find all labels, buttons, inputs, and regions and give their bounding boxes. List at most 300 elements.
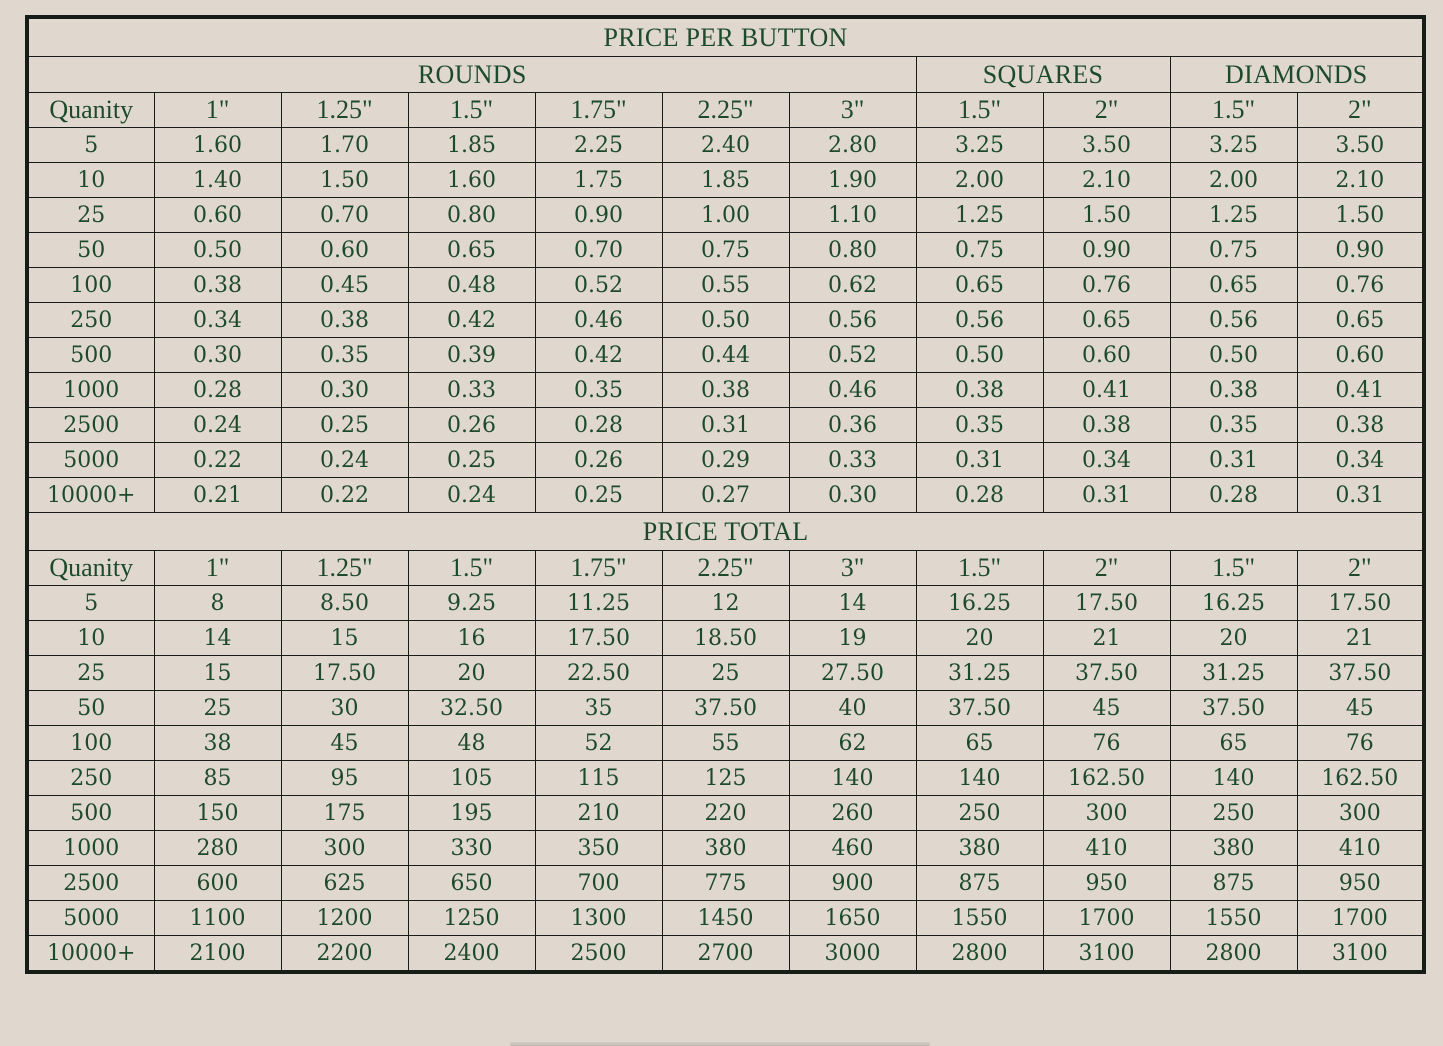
quantity-cell: 10 <box>27 621 154 656</box>
table-row <box>27 478 1424 513</box>
price-cell: 14 <box>154 621 281 656</box>
price-cell: 0.42 <box>408 303 535 338</box>
price-cell: 17.50 <box>281 656 408 691</box>
price-cell: 65 <box>916 726 1043 761</box>
size-column-header: 1.5" <box>916 93 1043 128</box>
price-cell: 37.50 <box>1170 691 1297 726</box>
price-cell: 0.52 <box>535 268 662 303</box>
price-cell: 16.25 <box>916 586 1043 621</box>
price-cell: 1.75 <box>535 163 662 198</box>
size-header-row <box>27 551 1424 586</box>
price-cell: 260 <box>789 796 916 831</box>
size-column-header: 1.25" <box>281 551 408 586</box>
price-cell: 1.85 <box>408 128 535 163</box>
price-cell: 0.50 <box>1170 338 1297 373</box>
price-cell: 19 <box>789 621 916 656</box>
shape-group-row <box>27 57 1424 93</box>
price-cell: 48 <box>408 726 535 761</box>
price-cell: 0.48 <box>408 268 535 303</box>
price-cell: 8 <box>154 586 281 621</box>
price-cell: 12 <box>662 586 789 621</box>
quantity-cell: 500 <box>27 796 154 831</box>
price-cell: 300 <box>1297 796 1424 831</box>
price-table <box>25 15 1426 974</box>
price-cell: 0.39 <box>408 338 535 373</box>
price-cell: 95 <box>281 761 408 796</box>
price-cell: 3000 <box>789 936 916 973</box>
price-cell: 52 <box>535 726 662 761</box>
table-row <box>27 303 1424 338</box>
price-cell: 0.25 <box>535 478 662 513</box>
price-cell: 0.36 <box>789 408 916 443</box>
price-cell: 140 <box>1170 761 1297 796</box>
price-cell: 0.28 <box>535 408 662 443</box>
quantity-cell: 50 <box>27 233 154 268</box>
price-cell: 0.65 <box>1297 303 1424 338</box>
price-cell: 37.50 <box>1297 656 1424 691</box>
price-cell: 1.40 <box>154 163 281 198</box>
price-cell: 875 <box>1170 866 1297 901</box>
size-column-header: 1.5" <box>408 93 535 128</box>
price-cell: 17.50 <box>1297 586 1424 621</box>
table-row <box>27 761 1424 796</box>
price-cell: 1.70 <box>281 128 408 163</box>
quantity-cell: 250 <box>27 303 154 338</box>
price-cell: 2200 <box>281 936 408 973</box>
size-column-header: 2" <box>1297 551 1424 586</box>
price-cell: 0.30 <box>789 478 916 513</box>
quantity-cell: 50 <box>27 691 154 726</box>
price-cell: 2.10 <box>1297 163 1424 198</box>
table-row <box>27 128 1424 163</box>
price-cell: 0.56 <box>789 303 916 338</box>
price-cell: 25 <box>154 691 281 726</box>
table-row <box>27 408 1424 443</box>
price-cell: 76 <box>1297 726 1424 761</box>
group-rounds: ROUNDS <box>27 57 916 93</box>
price-cell: 0.31 <box>1043 478 1170 513</box>
price-cell: 38 <box>154 726 281 761</box>
price-cell: 380 <box>916 831 1043 866</box>
price-cell: 15 <box>281 621 408 656</box>
price-cell: 140 <box>916 761 1043 796</box>
price-cell: 0.60 <box>1297 338 1424 373</box>
price-per-button-section <box>27 17 1424 513</box>
price-cell: 0.55 <box>662 268 789 303</box>
price-cell: 0.46 <box>535 303 662 338</box>
size-column-header: 2" <box>1043 93 1170 128</box>
price-cell: 2400 <box>408 936 535 973</box>
quantity-cell: 2500 <box>27 866 154 901</box>
price-cell: 1650 <box>789 901 916 936</box>
quantity-cell: 10 <box>27 163 154 198</box>
price-cell: 20 <box>1170 621 1297 656</box>
group-squares: SQUARES <box>916 57 1170 93</box>
price-cell: 1.25 <box>1170 198 1297 233</box>
price-cell: 280 <box>154 831 281 866</box>
quantity-cell: 250 <box>27 761 154 796</box>
table-row <box>27 796 1424 831</box>
price-cell: 0.35 <box>535 373 662 408</box>
price-cell: 875 <box>916 866 1043 901</box>
price-cell: 3.50 <box>1297 128 1424 163</box>
price-cell: 0.35 <box>281 338 408 373</box>
price-cell: 0.90 <box>535 198 662 233</box>
price-cell: 1.10 <box>789 198 916 233</box>
price-cell: 1.25 <box>916 198 1043 233</box>
price-total-title: PRICE TOTAL <box>27 513 1424 551</box>
price-cell: 460 <box>789 831 916 866</box>
price-cell: 17.50 <box>1043 586 1170 621</box>
price-cell: 0.24 <box>154 408 281 443</box>
quantity-cell: 10000+ <box>27 936 154 973</box>
quantity-cell: 500 <box>27 338 154 373</box>
price-cell: 1.60 <box>408 163 535 198</box>
price-cell: 3.50 <box>1043 128 1170 163</box>
price-cell: 650 <box>408 866 535 901</box>
price-cell: 3.25 <box>1170 128 1297 163</box>
price-cell: 410 <box>1043 831 1170 866</box>
price-cell: 1700 <box>1043 901 1170 936</box>
price-cell: 14 <box>789 586 916 621</box>
size-column-header: 3" <box>789 551 916 586</box>
quantity-cell: 5000 <box>27 443 154 478</box>
page-shadow <box>510 1042 930 1046</box>
price-cell: 31.25 <box>1170 656 1297 691</box>
price-cell: 21 <box>1297 621 1424 656</box>
price-cell: 37.50 <box>662 691 789 726</box>
price-cell: 140 <box>789 761 916 796</box>
price-cell: 22.50 <box>535 656 662 691</box>
quantity-cell: 2500 <box>27 408 154 443</box>
price-cell: 0.70 <box>281 198 408 233</box>
size-column-header: 1.75" <box>535 551 662 586</box>
price-cell: 220 <box>662 796 789 831</box>
price-cell: 0.42 <box>535 338 662 373</box>
price-cell: 380 <box>662 831 789 866</box>
price-cell: 0.90 <box>1043 233 1170 268</box>
price-cell: 1.85 <box>662 163 789 198</box>
group-diamonds: DIAMONDS <box>1170 57 1424 93</box>
price-cell: 0.76 <box>1297 268 1424 303</box>
price-cell: 210 <box>535 796 662 831</box>
price-cell: 0.70 <box>535 233 662 268</box>
price-cell: 21 <box>1043 621 1170 656</box>
price-cell: 1.50 <box>281 163 408 198</box>
price-cell: 2.10 <box>1043 163 1170 198</box>
quantity-cell: 5 <box>27 586 154 621</box>
price-cell: 1.00 <box>662 198 789 233</box>
table-row <box>27 621 1424 656</box>
price-cell: 40 <box>789 691 916 726</box>
price-cell: 0.33 <box>408 373 535 408</box>
price-cell: 0.31 <box>662 408 789 443</box>
price-cell: 0.38 <box>281 303 408 338</box>
price-cell: 1300 <box>535 901 662 936</box>
price-cell: 27.50 <box>789 656 916 691</box>
price-cell: 0.45 <box>281 268 408 303</box>
table-row <box>27 268 1424 303</box>
price-cell: 25 <box>662 656 789 691</box>
price-total-section <box>27 513 1424 973</box>
price-cell: 0.75 <box>662 233 789 268</box>
price-cell: 11.25 <box>535 586 662 621</box>
table-row <box>27 866 1424 901</box>
price-cell: 0.62 <box>789 268 916 303</box>
price-cell: 76 <box>1043 726 1170 761</box>
price-cell: 35 <box>535 691 662 726</box>
table-row <box>27 936 1424 973</box>
price-cell: 300 <box>281 831 408 866</box>
price-cell: 3100 <box>1043 936 1170 973</box>
price-cell: 0.50 <box>154 233 281 268</box>
price-cell: 17.50 <box>535 621 662 656</box>
price-cell: 65 <box>1170 726 1297 761</box>
size-column-header: 1.5" <box>1170 551 1297 586</box>
price-cell: 1.50 <box>1297 198 1424 233</box>
price-cell: 162.50 <box>1297 761 1424 796</box>
size-column-header: 2" <box>1043 551 1170 586</box>
price-cell: 1.90 <box>789 163 916 198</box>
price-cell: 0.41 <box>1043 373 1170 408</box>
price-cell: 1.50 <box>1043 198 1170 233</box>
price-cell: 0.50 <box>662 303 789 338</box>
table-row <box>27 726 1424 761</box>
price-cell: 0.25 <box>408 443 535 478</box>
price-per-button-title: PRICE PER BUTTON <box>27 17 1424 57</box>
price-cell: 0.38 <box>662 373 789 408</box>
price-cell: 1700 <box>1297 901 1424 936</box>
price-cell: 0.38 <box>154 268 281 303</box>
price-cell: 2.00 <box>916 163 1043 198</box>
price-cell: 0.22 <box>154 443 281 478</box>
price-cell: 1200 <box>281 901 408 936</box>
price-cell: 1450 <box>662 901 789 936</box>
price-cell: 380 <box>1170 831 1297 866</box>
price-cell: 31.25 <box>916 656 1043 691</box>
price-cell: 300 <box>1043 796 1170 831</box>
price-cell: 0.90 <box>1297 233 1424 268</box>
price-cell: 0.65 <box>1170 268 1297 303</box>
price-cell: 115 <box>535 761 662 796</box>
price-cell: 0.35 <box>916 408 1043 443</box>
price-cell: 0.65 <box>408 233 535 268</box>
price-cell: 0.31 <box>1297 478 1424 513</box>
price-cell: 0.28 <box>154 373 281 408</box>
quantity-column-header: Quanity <box>27 551 154 586</box>
price-cell: 20 <box>916 621 1043 656</box>
price-cell: 0.65 <box>916 268 1043 303</box>
size-column-header: 1" <box>154 93 281 128</box>
price-cell: 2800 <box>916 936 1043 973</box>
price-cell: 0.28 <box>916 478 1043 513</box>
table-row <box>27 338 1424 373</box>
size-column-header: 2" <box>1297 93 1424 128</box>
price-cell: 1550 <box>916 901 1043 936</box>
table-row <box>27 443 1424 478</box>
quantity-cell: 5 <box>27 128 154 163</box>
price-cell: 900 <box>789 866 916 901</box>
price-cell: 0.28 <box>1170 478 1297 513</box>
price-cell: 85 <box>154 761 281 796</box>
price-cell: 0.35 <box>1170 408 1297 443</box>
price-cell: 0.34 <box>1297 443 1424 478</box>
price-cell: 1100 <box>154 901 281 936</box>
price-cell: 125 <box>662 761 789 796</box>
price-cell: 950 <box>1043 866 1170 901</box>
price-cell: 0.41 <box>1297 373 1424 408</box>
price-cell: 250 <box>1170 796 1297 831</box>
price-cell: 105 <box>408 761 535 796</box>
price-cell: 0.30 <box>281 373 408 408</box>
table-row <box>27 233 1424 268</box>
table-row <box>27 586 1424 621</box>
size-column-header: 2.25" <box>662 551 789 586</box>
table-row <box>27 901 1424 936</box>
quantity-cell: 5000 <box>27 901 154 936</box>
price-cell: 0.25 <box>281 408 408 443</box>
price-cell: 0.60 <box>154 198 281 233</box>
price-cell: 150 <box>154 796 281 831</box>
price-cell: 195 <box>408 796 535 831</box>
price-cell: 0.80 <box>408 198 535 233</box>
price-cell: 0.38 <box>1043 408 1170 443</box>
quantity-cell: 10000+ <box>27 478 154 513</box>
table-row <box>27 656 1424 691</box>
price-cell: 0.46 <box>789 373 916 408</box>
price-cell: 37.50 <box>1043 656 1170 691</box>
price-cell: 162.50 <box>1043 761 1170 796</box>
price-cell: 0.34 <box>154 303 281 338</box>
price-cell: 45 <box>1297 691 1424 726</box>
price-per-button-title-row <box>27 17 1424 57</box>
price-cell: 0.34 <box>1043 443 1170 478</box>
price-cell: 1.60 <box>154 128 281 163</box>
price-cell: 15 <box>154 656 281 691</box>
price-cell: 1250 <box>408 901 535 936</box>
price-cell: 410 <box>1297 831 1424 866</box>
price-cell: 0.26 <box>535 443 662 478</box>
price-cell: 0.21 <box>154 478 281 513</box>
quantity-column-header: Quanity <box>27 93 154 128</box>
price-cell: 2500 <box>535 936 662 973</box>
price-cell: 2.40 <box>662 128 789 163</box>
size-column-header: 3" <box>789 93 916 128</box>
price-cell: 0.60 <box>281 233 408 268</box>
size-column-header: 1" <box>154 551 281 586</box>
price-cell: 2.25 <box>535 128 662 163</box>
table-row <box>27 163 1424 198</box>
price-cell: 775 <box>662 866 789 901</box>
price-cell: 0.56 <box>916 303 1043 338</box>
price-cell: 350 <box>535 831 662 866</box>
price-cell: 37.50 <box>916 691 1043 726</box>
price-cell: 3.25 <box>916 128 1043 163</box>
price-cell: 0.38 <box>1297 408 1424 443</box>
price-cell: 18.50 <box>662 621 789 656</box>
price-cell: 45 <box>1043 691 1170 726</box>
size-column-header: 1.5" <box>1170 93 1297 128</box>
quantity-cell: 100 <box>27 726 154 761</box>
size-column-header: 1.5" <box>916 551 1043 586</box>
price-cell: 0.27 <box>662 478 789 513</box>
price-cell: 2800 <box>1170 936 1297 973</box>
price-cell: 1550 <box>1170 901 1297 936</box>
price-cell: 9.25 <box>408 586 535 621</box>
price-cell: 0.80 <box>789 233 916 268</box>
price-cell: 2100 <box>154 936 281 973</box>
price-cell: 0.50 <box>916 338 1043 373</box>
price-cell: 2.00 <box>1170 163 1297 198</box>
price-cell: 0.31 <box>916 443 1043 478</box>
price-total-title-row <box>27 513 1424 551</box>
price-cell: 16 <box>408 621 535 656</box>
price-cell: 30 <box>281 691 408 726</box>
price-cell: 62 <box>789 726 916 761</box>
quantity-cell: 1000 <box>27 373 154 408</box>
price-cell: 0.75 <box>1170 233 1297 268</box>
size-column-header: 1.25" <box>281 93 408 128</box>
size-column-header: 1.75" <box>535 93 662 128</box>
price-cell: 8.50 <box>281 586 408 621</box>
price-cell: 0.52 <box>789 338 916 373</box>
price-cell: 45 <box>281 726 408 761</box>
price-cell: 0.38 <box>916 373 1043 408</box>
quantity-cell: 25 <box>27 656 154 691</box>
price-cell: 0.26 <box>408 408 535 443</box>
table-row <box>27 198 1424 233</box>
price-cell: 0.33 <box>789 443 916 478</box>
price-cell: 0.31 <box>1170 443 1297 478</box>
price-cell: 250 <box>916 796 1043 831</box>
price-cell: 0.65 <box>1043 303 1170 338</box>
size-header-row <box>27 93 1424 128</box>
price-cell: 0.24 <box>408 478 535 513</box>
price-cell: 55 <box>662 726 789 761</box>
price-cell: 0.44 <box>662 338 789 373</box>
price-cell: 3100 <box>1297 936 1424 973</box>
size-column-header: 2.25" <box>662 93 789 128</box>
price-cell: 2700 <box>662 936 789 973</box>
table-row <box>27 373 1424 408</box>
quantity-cell: 100 <box>27 268 154 303</box>
price-cell: 0.75 <box>916 233 1043 268</box>
price-cell: 625 <box>281 866 408 901</box>
price-cell: 20 <box>408 656 535 691</box>
quantity-cell: 1000 <box>27 831 154 866</box>
price-cell: 0.38 <box>1170 373 1297 408</box>
table-row <box>27 831 1424 866</box>
price-cell: 330 <box>408 831 535 866</box>
price-cell: 0.60 <box>1043 338 1170 373</box>
quantity-cell: 25 <box>27 198 154 233</box>
price-cell: 0.22 <box>281 478 408 513</box>
price-cell: 950 <box>1297 866 1424 901</box>
price-cell: 600 <box>154 866 281 901</box>
price-cell: 0.56 <box>1170 303 1297 338</box>
size-column-header: 1.5" <box>408 551 535 586</box>
price-cell: 0.29 <box>662 443 789 478</box>
table-row <box>27 691 1424 726</box>
price-cell: 0.24 <box>281 443 408 478</box>
price-cell: 2.80 <box>789 128 916 163</box>
price-cell: 700 <box>535 866 662 901</box>
price-cell: 16.25 <box>1170 586 1297 621</box>
price-cell: 0.30 <box>154 338 281 373</box>
price-cell: 0.76 <box>1043 268 1170 303</box>
price-cell: 32.50 <box>408 691 535 726</box>
price-cell: 175 <box>281 796 408 831</box>
